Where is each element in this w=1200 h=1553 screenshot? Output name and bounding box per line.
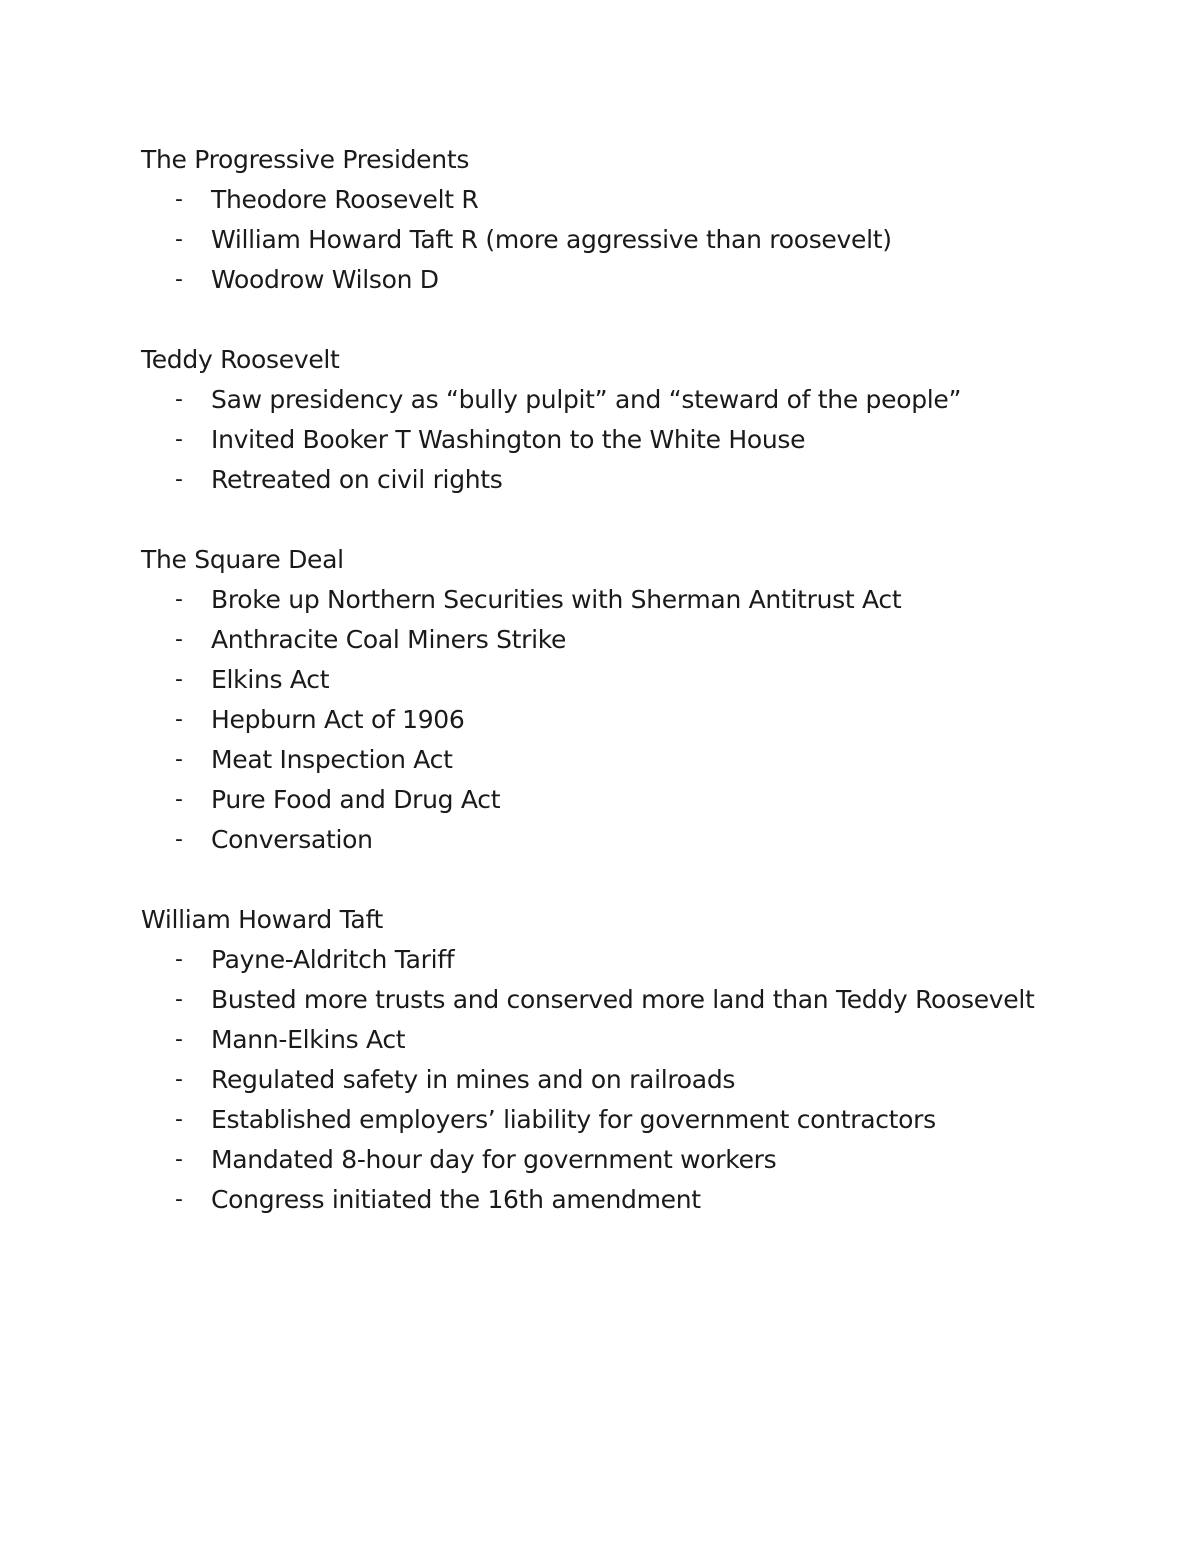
list-item-text: Elkins Act	[211, 665, 330, 694]
section-heading: Teddy Roosevelt	[141, 345, 340, 374]
dash-bullet: -	[175, 1027, 183, 1052]
dash-bullet: -	[175, 227, 183, 252]
bullet-list	[141, 940, 1141, 1220]
list-item-text: Hepburn Act of 1906	[211, 705, 465, 734]
list-item-text: Theodore Roosevelt R	[211, 185, 479, 214]
list-item	[141, 580, 1141, 620]
list-item-text: Broke up Northern Securities with Sherman Antitrust Act	[211, 585, 902, 614]
list-item	[141, 1100, 1141, 1140]
list-item	[141, 940, 1141, 980]
list-item	[141, 1020, 1141, 1060]
list-item-text: Mandated 8-hour day for government workers	[211, 1145, 777, 1174]
list-item-text: Payne-Aldritch Tariff	[211, 945, 455, 974]
list-item	[141, 420, 1141, 460]
list-item-text: Anthracite Coal Miners Strike	[211, 625, 567, 654]
dash-bullet: -	[175, 667, 183, 692]
section-heading: The Progressive Presidents	[141, 145, 470, 174]
list-item-text: Regulated safety in mines and on railroads	[211, 1065, 736, 1094]
dash-bullet: -	[175, 427, 183, 452]
list-item	[141, 620, 1141, 660]
dash-bullet: -	[175, 827, 183, 852]
list-item	[141, 460, 1141, 500]
list-item-text: Woodrow Wilson D	[211, 265, 439, 294]
list-item-text: Saw presidency as “bully pulpit” and “steward of the people”	[211, 385, 962, 414]
section-heading: William Howard Taft	[141, 905, 384, 934]
list-item	[141, 980, 1141, 1020]
list-item	[141, 380, 1141, 420]
section-progressive-presidents	[141, 140, 1141, 300]
list-item-text: Retreated on civil rights	[211, 465, 503, 494]
list-item-text: Pure Food and Drug Act	[211, 785, 501, 814]
list-item-text: Congress initiated the 16th amendment	[211, 1185, 701, 1214]
list-item	[141, 1180, 1141, 1220]
list-item-text: Meat Inspection Act	[211, 745, 453, 774]
dash-bullet: -	[175, 707, 183, 732]
dash-bullet: -	[175, 467, 183, 492]
section-heading: The Square Deal	[141, 545, 344, 574]
list-item	[141, 700, 1141, 740]
list-item	[141, 820, 1141, 860]
section-square-deal	[141, 540, 1141, 860]
list-item	[141, 780, 1141, 820]
dash-bullet: -	[175, 627, 183, 652]
list-item	[141, 1060, 1141, 1100]
dash-bullet: -	[175, 387, 183, 412]
dash-bullet: -	[175, 187, 183, 212]
dash-bullet: -	[175, 1187, 183, 1212]
section-william-howard-taft	[141, 900, 1141, 1220]
dash-bullet: -	[175, 1147, 183, 1172]
dash-bullet: -	[175, 267, 183, 292]
list-item	[141, 1140, 1141, 1180]
list-item-text: Mann-Elkins Act	[211, 1025, 406, 1054]
list-item-text: Busted more trusts and conserved more land than Teddy Roosevelt	[211, 985, 1035, 1014]
document-body	[141, 140, 1141, 1260]
dash-bullet: -	[175, 1067, 183, 1092]
bullet-list	[141, 580, 1141, 860]
list-item	[141, 180, 1141, 220]
bullet-list	[141, 380, 1141, 500]
list-item	[141, 260, 1141, 300]
section-teddy-roosevelt	[141, 340, 1141, 500]
list-item-text: William Howard Taft R (more aggressive than roosevelt)	[211, 225, 892, 254]
dash-bullet: -	[175, 587, 183, 612]
bullet-list	[141, 180, 1141, 300]
list-item-text: Established employers’ liability for government contractors	[211, 1105, 936, 1134]
dash-bullet: -	[175, 987, 183, 1012]
list-item	[141, 660, 1141, 700]
dash-bullet: -	[175, 787, 183, 812]
dash-bullet: -	[175, 1107, 183, 1132]
list-item-text: Invited Booker T Washington to the White House	[211, 425, 806, 454]
dash-bullet: -	[175, 747, 183, 772]
list-item-text: Conversation	[211, 825, 373, 854]
list-item	[141, 220, 1141, 260]
list-item	[141, 740, 1141, 780]
dash-bullet: -	[175, 947, 183, 972]
